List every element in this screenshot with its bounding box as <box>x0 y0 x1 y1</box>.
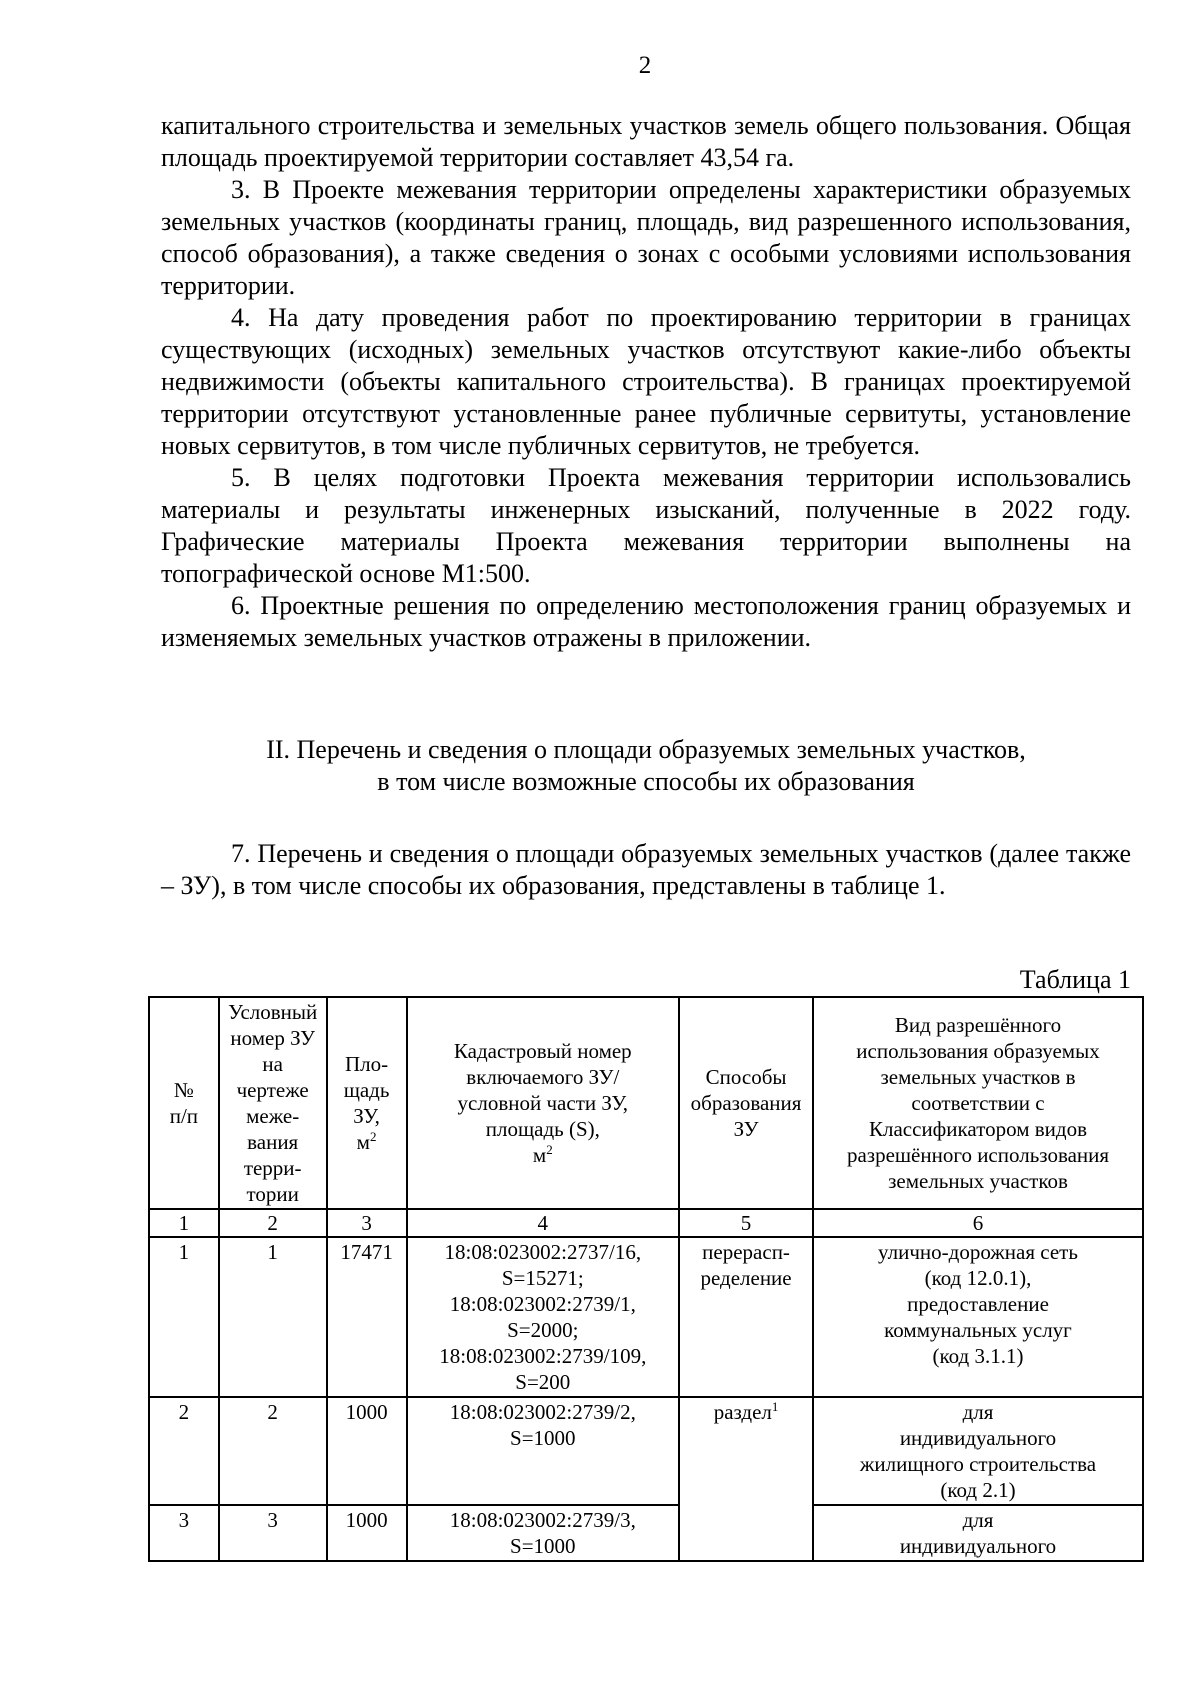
paragraph-4: 4. На дату проведения работ по проектированию территории в границах существующих (исходных) земельных участков отсутствуют какие-либо объекты недвижимости (объекты капитального строительства). В границах проектируемой территории отсутствуют установленные ранее публичные сервитуты, установление новых сервитутов, в том числе публичных сервитутов, не требуется. <box>161 303 1131 460</box>
column-number: 3 <box>327 1209 407 1237</box>
page-number: 2 <box>638 52 652 79</box>
cell-area: 1000 <box>327 1505 407 1561</box>
header-cadastral-number: Кадастровый номер включаемого ЗУ/ условной части ЗУ, площадь (S), $м^2$ <box>407 997 680 1209</box>
table-header-row <box>149 997 1143 1209</box>
table-caption: Таблица 1 <box>1019 965 1131 994</box>
paragraph-5: 5. В целях подготовки Проекта межевания территории использовались материалы и результаты инженерных изысканий, полученные в 2022 году. Графические материалы Проекта межевания территории выполнены на топографической основе М1:500. <box>161 463 1131 588</box>
column-number: 6 <box>813 1209 1143 1237</box>
cell-conditional-number: 3 <box>219 1505 327 1561</box>
header-formation-method: Способы образования ЗУ <box>679 997 813 1209</box>
cell-conditional-number: 2 <box>219 1397 327 1505</box>
footnote-marker: 1 <box>771 1399 779 1414</box>
table-row <box>149 1397 1143 1505</box>
cell-area: 17471 <box>327 1237 407 1397</box>
cell-formation-method: перерасп- ределение <box>679 1237 813 1397</box>
section-heading-line-2: в том числе возможные способы их образования <box>377 767 915 796</box>
paragraph-6: 6. Проектные решения по определению местоположения границ образуемых и изменяемых земельных участков отражены в приложении. <box>161 591 1131 652</box>
cell-permitted-use: для индивидуального жилищного строительства (код 2.1) <box>813 1397 1143 1505</box>
column-number: 5 <box>679 1209 813 1237</box>
paragraph-3: 3. В Проекте межевания территории определены характеристики образуемых земельных участков (координаты границ, площадь, вид разрешенного использования, способ образования), а также сведения о зонах с особыми условиями использования территории. <box>161 175 1131 300</box>
column-numbers-row <box>149 1209 1143 1237</box>
cell-cadastral: 18:08:023002:2739/2, S=1000 <box>407 1397 680 1505</box>
table-row <box>149 1505 1143 1561</box>
column-number: 4 <box>407 1209 680 1237</box>
cell-conditional-number: 1 <box>219 1237 327 1397</box>
paragraph-7: 7. Перечень и сведения о площади образуемых земельных участков (далее также – ЗУ), в том числе способы их образования, представлены в таблице 1. <box>161 839 1131 900</box>
cell-area: 1000 <box>327 1397 407 1505</box>
cell-permitted-use: улично-дорожная сеть (код 12.0.1), предоставление коммунальных услуг (код 3.1.1) <box>813 1237 1143 1397</box>
land-plots-table <box>148 996 1144 1562</box>
column-number: 2 <box>219 1209 327 1237</box>
body-text <box>161 110 1131 654</box>
paragraph-continuation: капитального строительства и земельных участков земель общего пользования. Общая площадь проектируемой территории составляет 43,54 га. <box>161 111 1131 172</box>
cell-number: 3 <box>149 1505 219 1561</box>
cell-formation-method: раздел$^1$ <box>679 1397 813 1561</box>
header-conditional-number: Условный номер ЗУ на чертеже меже- вания терри- тории <box>219 997 327 1209</box>
cell-number: 2 <box>149 1397 219 1505</box>
cell-number: 1 <box>149 1237 219 1397</box>
header-number: № п/п <box>149 997 219 1209</box>
column-number: 1 <box>149 1209 219 1237</box>
section-heading-line-1: II. Перечень и сведения о площади образуемых земельных участков, <box>266 735 1026 764</box>
header-permitted-use: Вид разрешённого использования образуемых земельных участков в соответствии с Классификатором видов разрешённого использования земельных участков <box>813 997 1143 1209</box>
table-row <box>149 1237 1143 1397</box>
cell-cadastral: 18:08:023002:2737/16, S=15271; 18:08:023002:2739/1, S=2000; 18:08:023002:2739/109, S=200 <box>407 1237 680 1397</box>
cell-permitted-use: для индивидуального <box>813 1505 1143 1561</box>
header-area: Пло- щадь ЗУ, $м^2$ <box>327 997 407 1209</box>
cell-cadastral: 18:08:023002:2739/3, S=1000 <box>407 1505 680 1561</box>
paragraph-7-block <box>161 838 1131 902</box>
section-heading <box>161 734 1131 798</box>
